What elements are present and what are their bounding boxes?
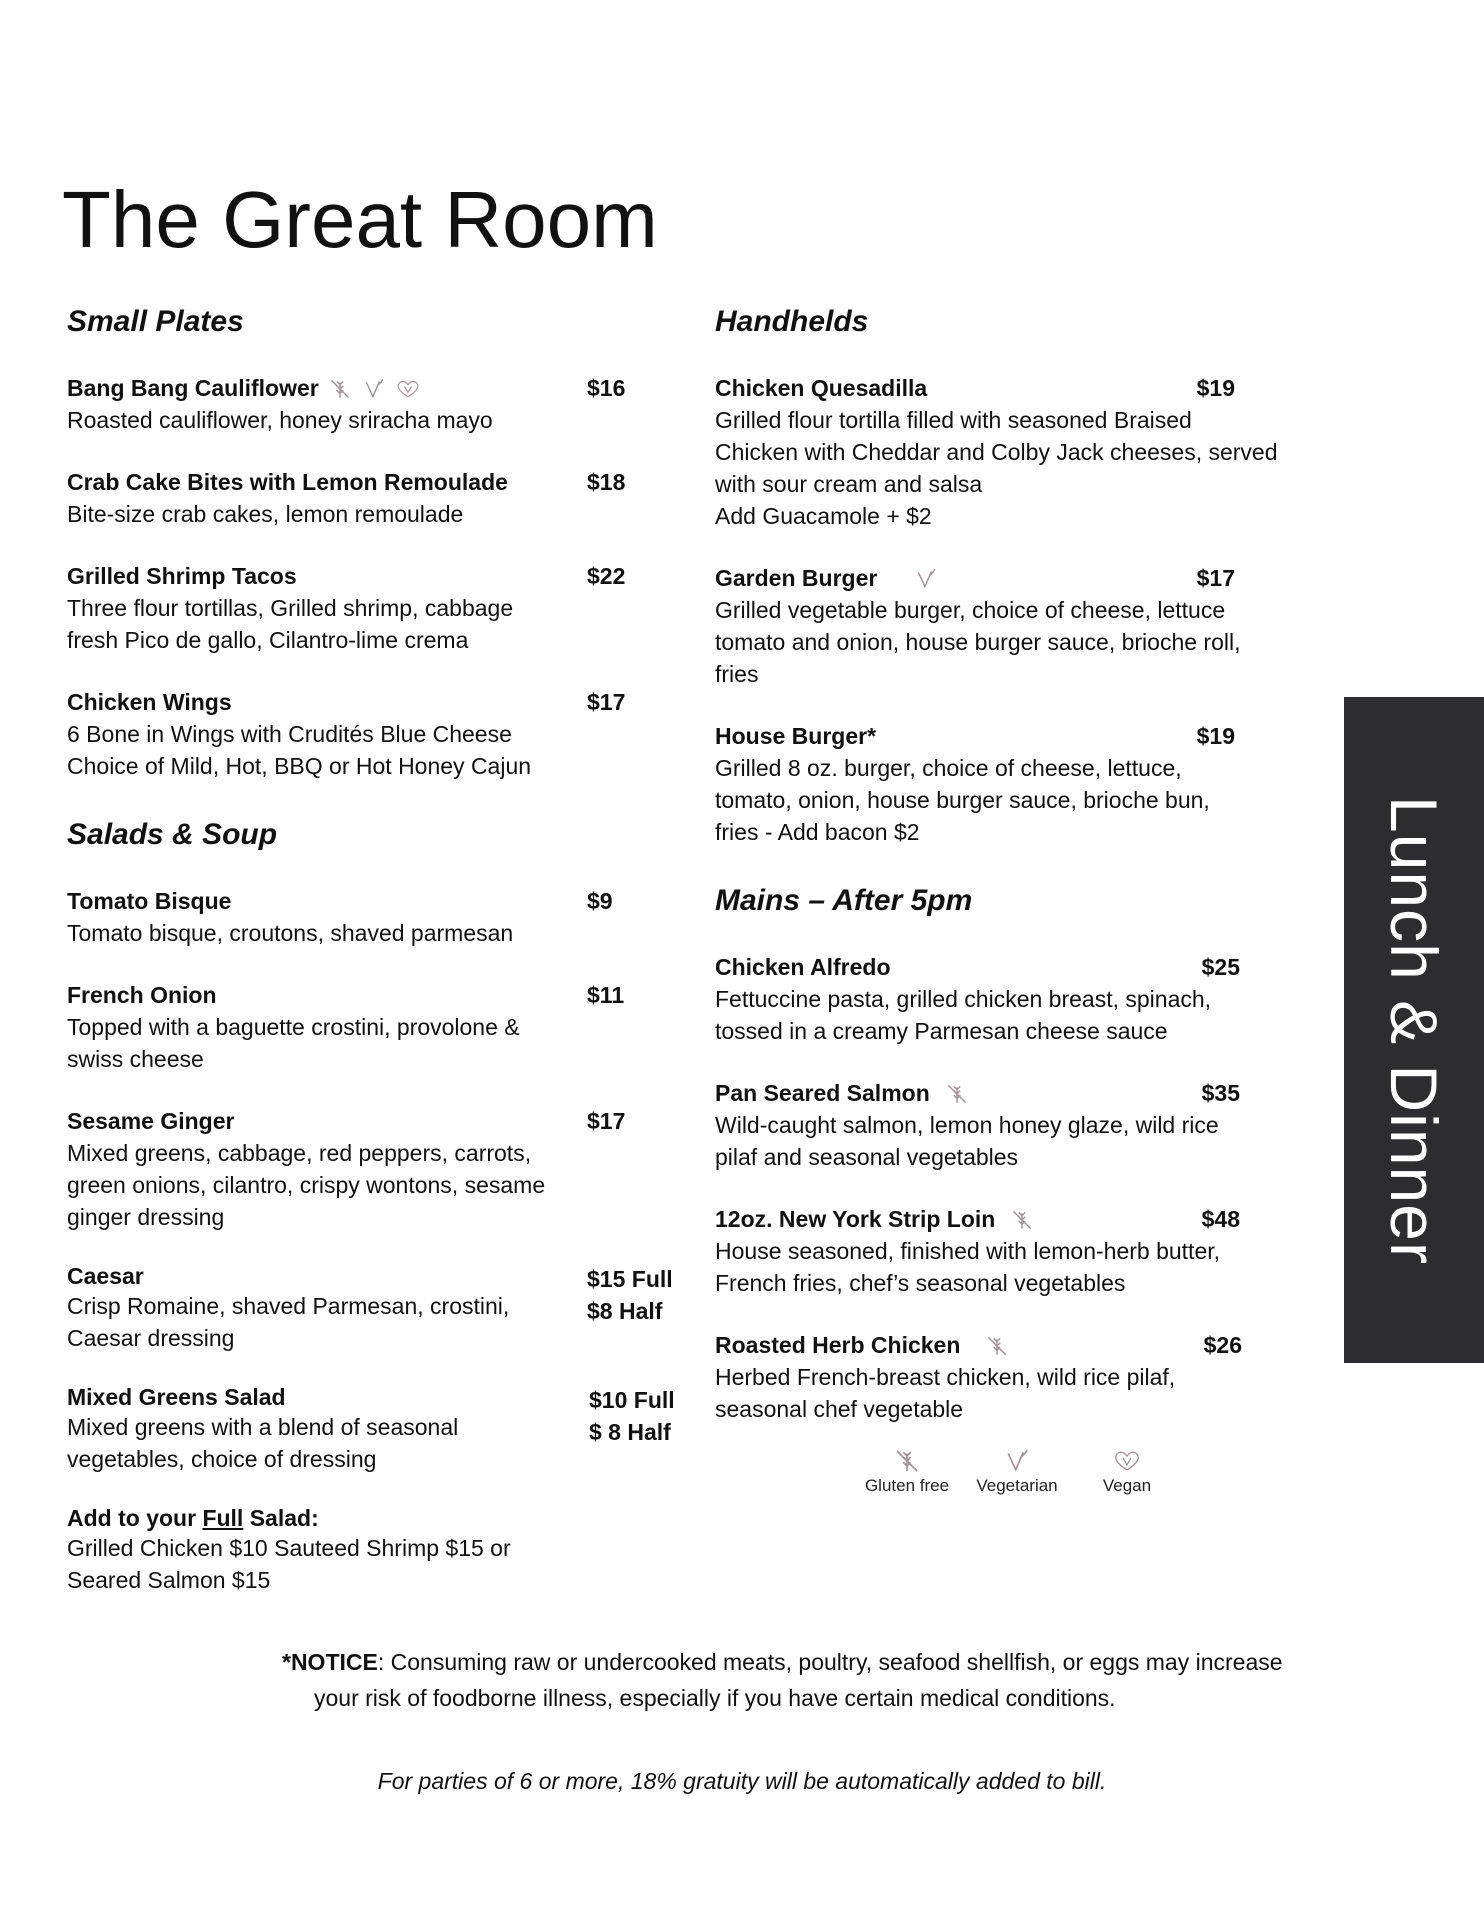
food-safety-notice bbox=[282, 1644, 1362, 1716]
item-name: 12oz. New York Strip Loin bbox=[715, 1206, 996, 1232]
item-name: Tomato Bisque bbox=[67, 888, 232, 914]
gratuity-note: For parties of 6 or more, 18% gratuity will be automatically added to bill. bbox=[377, 1768, 1107, 1794]
vegan-icon bbox=[1112, 1446, 1142, 1476]
gluten-free-icon bbox=[1009, 1207, 1035, 1233]
item-name: Chicken Quesadilla bbox=[715, 375, 928, 401]
menu-item bbox=[715, 1077, 1295, 1173]
left-column bbox=[67, 305, 677, 1626]
section-small-plates: Small Plates bbox=[67, 305, 244, 338]
vegan-icon bbox=[395, 376, 421, 402]
item-name: Pan Seared Salmon bbox=[715, 1080, 930, 1106]
notice-line-2: your risk of foodborne illness, especially if you have certain medical conditions. bbox=[314, 1685, 1116, 1711]
item-description: Topped with a baguette crostini, provolone & swiss cheese bbox=[67, 1014, 520, 1072]
item-description: Fettuccine pasta, grilled chicken breast, spinach, tossed in a creamy Parmesan cheese sauce bbox=[715, 986, 1212, 1044]
item-name: House Burger* bbox=[715, 723, 877, 749]
item-price: $17 bbox=[587, 689, 626, 715]
gluten-free-icon bbox=[944, 1081, 970, 1107]
item-price: $26 bbox=[1203, 1332, 1242, 1358]
item-price: $10 Full $ 8 Half bbox=[589, 1387, 675, 1445]
item-name: Roasted Herb Chicken bbox=[715, 1332, 961, 1358]
menu-item bbox=[715, 372, 1295, 532]
menu-item bbox=[67, 372, 677, 436]
item-price: $16 bbox=[587, 375, 626, 401]
menu-item bbox=[67, 1384, 677, 1475]
menu-item bbox=[67, 686, 677, 782]
item-price: $17 bbox=[1196, 565, 1235, 591]
item-name: Crab Cake Bites with Lemon Remoulade bbox=[67, 469, 508, 495]
page-title: The Great Room bbox=[62, 175, 658, 264]
gluten-free-icon bbox=[892, 1446, 922, 1476]
item-description: Tomato bisque, croutons, shaved parmesan bbox=[67, 920, 514, 946]
item-description: Mixed greens with a blend of seasonal vegetables, choice of dressing bbox=[67, 1414, 459, 1472]
legend-item bbox=[1082, 1446, 1172, 1496]
item-description: Roasted cauliflower, honey sriracha mayo bbox=[67, 407, 493, 433]
notice-line-1: : Consuming raw or undercooked meats, poultry, seafood shellfish, or eggs may increase bbox=[377, 1649, 1283, 1675]
item-description: 6 Bone in Wings with Crudités Blue Cheese Choice of Mild, Hot, BBQ or Hot Honey Cajun bbox=[67, 721, 532, 779]
legend-label: Vegetarian bbox=[976, 1476, 1058, 1495]
item-name: Caesar bbox=[67, 1263, 144, 1289]
dietary-legend bbox=[862, 1446, 1172, 1496]
menu-item bbox=[715, 1203, 1295, 1299]
vegetarian-icon bbox=[1002, 1446, 1032, 1476]
item-name: Chicken Alfredo bbox=[715, 954, 891, 980]
item-description: Wild-caught salmon, lemon honey glaze, wild rice pilaf and seasonal vegetables bbox=[715, 1112, 1219, 1170]
legend-item bbox=[972, 1446, 1062, 1496]
item-description: Crisp Romaine, shaved Parmesan, crostini, Caesar dressing bbox=[67, 1293, 510, 1351]
item-name: French Onion bbox=[67, 982, 217, 1008]
item-name: Grilled Shrimp Tacos bbox=[67, 563, 297, 589]
item-price: $35 bbox=[1201, 1080, 1240, 1106]
item-description: Herbed French-breast chicken, wild rice pilaf, seasonal chef vegetable bbox=[715, 1364, 1176, 1422]
salad-addon bbox=[67, 1505, 677, 1596]
item-description: Mixed greens, cabbage, red peppers, carrots, green onions, cilantro, crispy wontons, sesame ginger dressing bbox=[67, 1140, 546, 1230]
item-price: $48 bbox=[1201, 1206, 1240, 1232]
item-price: $19 bbox=[1196, 723, 1235, 749]
item-description: Bite-size crab cakes, lemon remoulade bbox=[67, 501, 464, 527]
addon-description: Grilled Chicken $10 Sauteed Shrimp $15 or Seared Salmon $15 bbox=[67, 1535, 511, 1593]
section-mains: Mains – After 5pm bbox=[715, 884, 973, 917]
item-price: $11 bbox=[587, 982, 625, 1008]
item-description: House seasoned, finished with lemon-herb butter, French fries, chef’s seasonal vegetables bbox=[715, 1238, 1221, 1296]
menu-item bbox=[67, 979, 677, 1075]
menu-item bbox=[67, 1263, 677, 1354]
legend-item bbox=[862, 1446, 952, 1496]
addon-suffix: Salad: bbox=[243, 1505, 319, 1531]
side-banner-label: Lunch & Dinner bbox=[1377, 795, 1451, 1265]
menu-item bbox=[67, 466, 677, 530]
addon-prefix: Add to your bbox=[67, 1505, 203, 1531]
item-description: Grilled 8 oz. burger, choice of cheese, lettuce, tomato, onion, house burger sauce, brioche bun, fries - Add bacon $2 bbox=[715, 755, 1210, 845]
gluten-free-icon bbox=[327, 376, 353, 402]
item-description: Three flour tortillas, Grilled shrimp, cabbage fresh Pico de gallo, Cilantro-lime crema bbox=[67, 595, 514, 653]
menu-item bbox=[715, 562, 1295, 690]
legend-label: Vegan bbox=[1102, 1476, 1152, 1495]
item-name: Garden Burger bbox=[715, 565, 878, 591]
item-price: $17 bbox=[587, 1108, 626, 1134]
vegetarian-icon bbox=[361, 376, 387, 402]
item-name: Mixed Greens Salad bbox=[67, 1384, 286, 1410]
item-name: Bang Bang Cauliflower bbox=[67, 375, 319, 401]
item-price: $15 Full $8 Half bbox=[587, 1266, 673, 1324]
menu-item bbox=[715, 951, 1295, 1047]
addon-full: Full bbox=[202, 1505, 244, 1531]
vegetarian-icon bbox=[913, 566, 939, 592]
menu-item bbox=[67, 1105, 677, 1233]
menu-item bbox=[67, 885, 677, 949]
item-description: Grilled flour tortilla filled with seasoned Braised Chicken with Cheddar and Colby Jack cheeses, served with sour cream and salsa Add Guacamole + $2 bbox=[715, 407, 1278, 529]
right-column bbox=[715, 305, 1295, 1455]
section-handhelds: Handhelds bbox=[715, 305, 869, 338]
item-name: Chicken Wings bbox=[67, 689, 232, 715]
menu-item bbox=[715, 1329, 1295, 1425]
menu-item bbox=[67, 560, 677, 656]
item-description: Grilled vegetable burger, choice of cheese, lettuce tomato and onion, house burger sauce, brioche roll, fries bbox=[715, 597, 1241, 687]
notice-label: *NOTICE bbox=[282, 1649, 378, 1675]
item-name: Sesame Ginger bbox=[67, 1108, 235, 1134]
gluten-free-icon bbox=[984, 1333, 1010, 1359]
item-price: $25 bbox=[1201, 954, 1240, 980]
menu-item bbox=[715, 720, 1295, 848]
side-banner bbox=[1344, 697, 1484, 1363]
item-price: $9 bbox=[587, 888, 613, 914]
item-price: $22 bbox=[587, 563, 626, 589]
legend-label: Gluten free bbox=[864, 1476, 950, 1495]
item-price: $18 bbox=[587, 469, 626, 495]
section-salads-soup: Salads & Soup bbox=[67, 818, 278, 851]
item-price: $19 bbox=[1196, 375, 1235, 401]
